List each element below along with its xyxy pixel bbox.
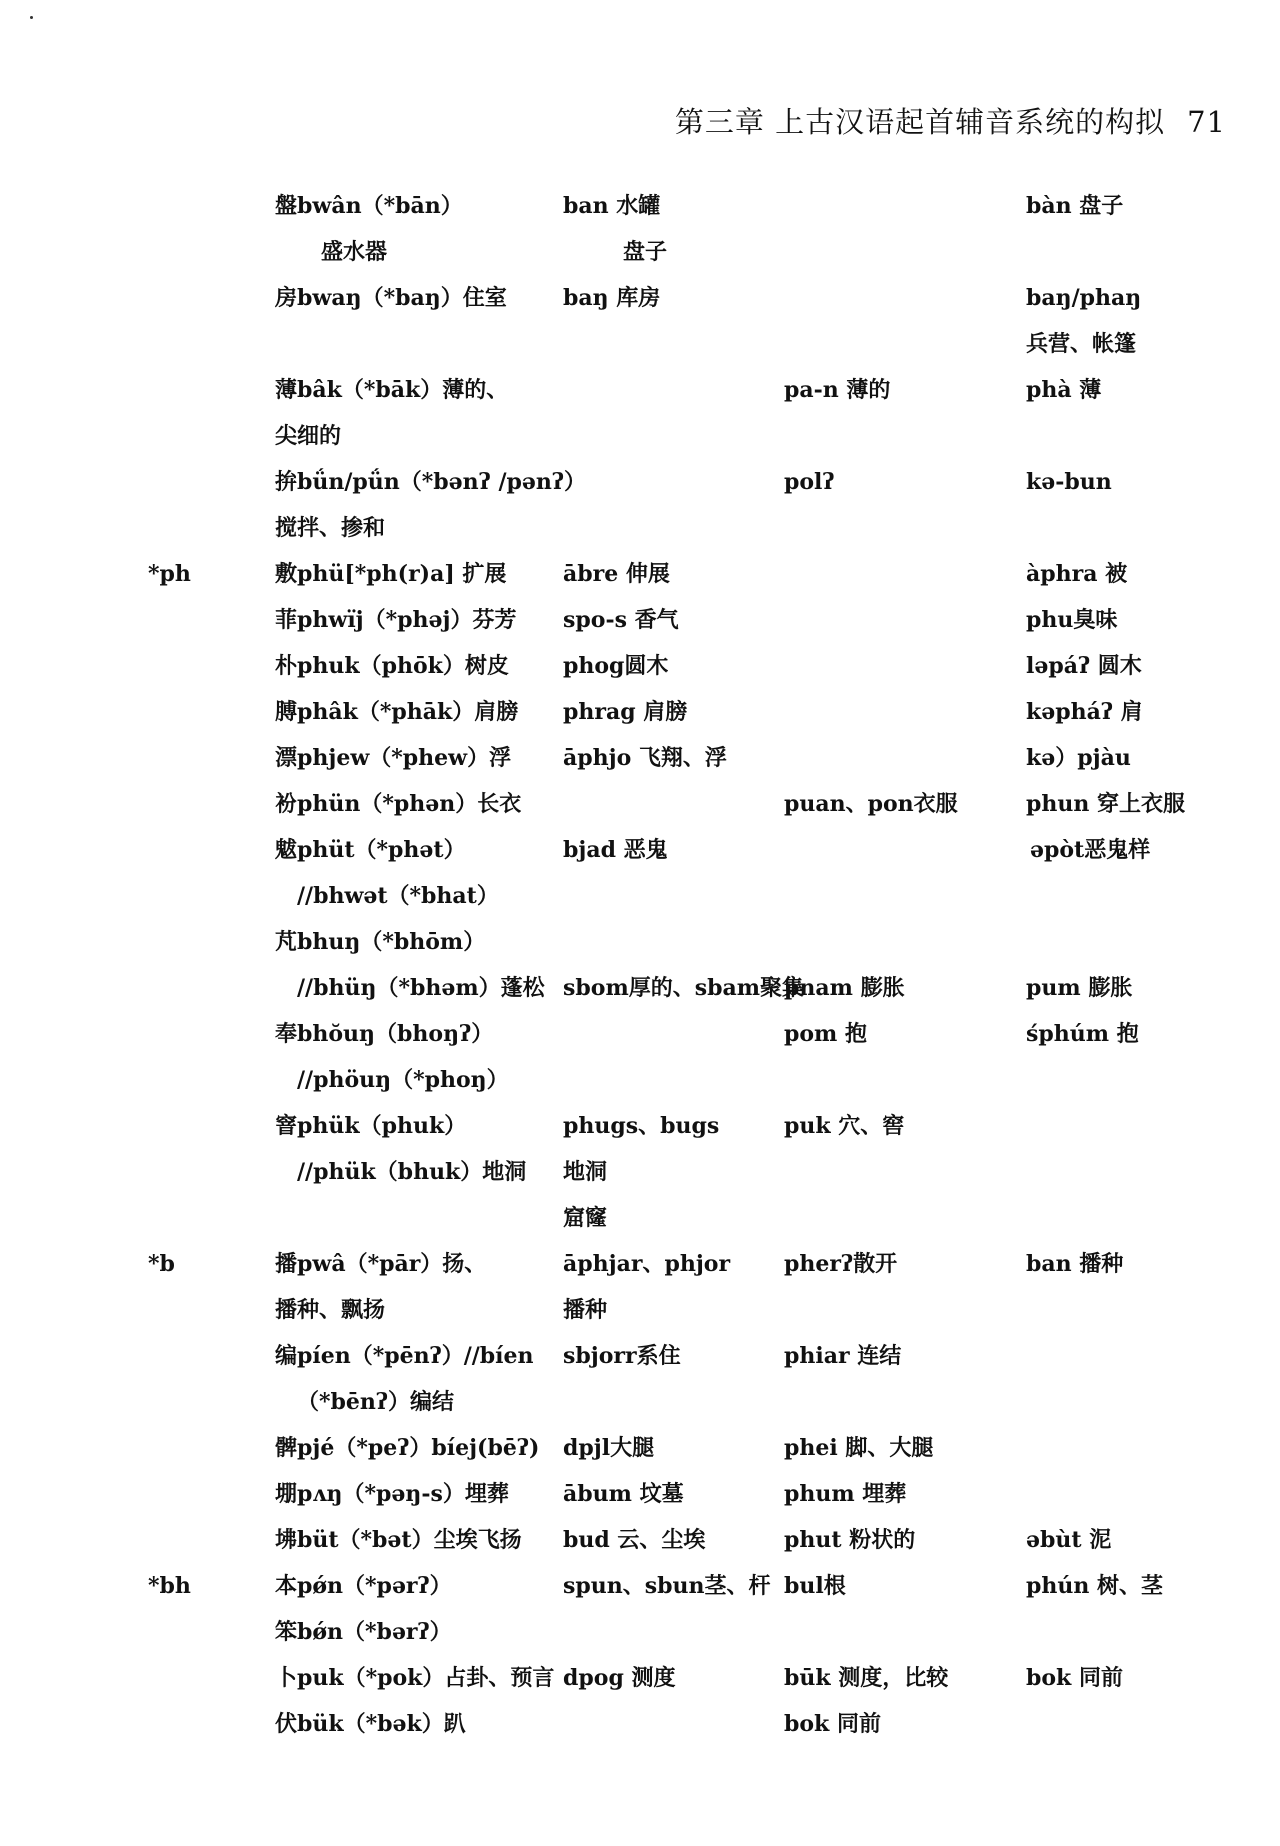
table-row [0,1241,1280,1287]
cell-chinese: 房bwaŋ（*baŋ）住室 [275,285,507,311]
cell-chinese: 本pǿn（*pərʔ） [275,1573,452,1599]
cell-tibetan: bjad 恶鬼 [563,837,668,863]
table-row [0,551,1280,597]
cell-tibetan: dpjl大腿 [563,1435,655,1461]
cell-chinese: 朴phuk（phōk）树皮 [275,653,509,679]
cell-chinese: //bhwət（*bhat） [297,883,499,909]
cell-chinese: 薄bâk（*bāk）薄的、 [275,377,509,403]
cell-other: ban 播种 [1026,1251,1124,1277]
table-row [0,781,1280,827]
table-row [0,597,1280,643]
cell-burmese: pa-n 薄的 [784,377,891,403]
table-row [0,827,1280,873]
cell-chinese: 坲büt（*bət）尘埃飞扬 [275,1527,522,1553]
cell-tibetan: bud 云、尘埃 [563,1527,706,1553]
cell-initial: *b [148,1251,175,1277]
table-row [0,1425,1280,1471]
cell-chinese: 搅拌、掺和 [275,515,386,541]
table-row [0,459,1280,505]
cell-other: ləpáʔ 圆木 [1026,653,1142,679]
table-row [0,321,1280,367]
table-row [0,689,1280,735]
cell-chinese: 笨bǿn（*bərʔ） [275,1619,452,1645]
cell-burmese: puk 穴、窖 [784,1113,905,1139]
page-number: 71 [1187,105,1226,139]
table-row [0,1195,1280,1241]
cell-other: 兵营、帐篷 [1026,331,1137,357]
table-row [0,413,1280,459]
cell-other: phu臭味 [1026,607,1118,633]
cell-tibetan: baŋ 库房 [563,285,661,311]
cell-tibetan: ābum 坟墓 [563,1481,684,1507]
cell-chinese: //bhüŋ（*bhəm）蓬松 [297,975,545,1001]
cell-tibetan: 窟窿 [563,1205,608,1231]
cell-chinese: （*bēnʔ）编结 [297,1389,454,1415]
chapter-title: 第三章 上古汉语起首辅音系统的构拟 [674,105,1166,139]
cell-chinese: //phöuŋ（*phoŋ） [297,1067,509,1093]
cell-tibetan: āphjar、phjor [563,1251,731,1277]
cell-other: bàn 盘子 [1026,193,1124,219]
cell-chinese: 窨phük（phuk） [275,1113,467,1139]
cell-chinese: 编píen（*pēnʔ）//bíen [275,1343,534,1369]
cell-burmese: phei 脚、大腿 [784,1435,934,1461]
cell-other: əpòt恶鬼样 [1030,837,1151,863]
table-row [0,1011,1280,1057]
running-header [675,100,1226,141]
table-row [0,1103,1280,1149]
cell-chinese: 敷phü[*ph(r)a] 扩展 [275,561,507,587]
table-row [0,1057,1280,1103]
cell-chinese: 伏bük（*bək）趴 [275,1711,466,1737]
table-row [0,643,1280,689]
cell-chinese: 漂phjew（*phew）浮 [275,745,512,771]
cell-burmese: būk 测度，比较 [784,1665,949,1691]
cell-other: phà 薄 [1026,377,1102,403]
cell-chinese: 衯phün（*phən）长衣 [275,791,522,817]
cell-tibetan: 播种 [563,1297,608,1323]
cell-tibetan: ban 水罐 [563,193,661,219]
table-row [0,1517,1280,1563]
table-row [0,183,1280,229]
cell-chinese: 堋pʌŋ（*pəŋ-s）埋葬 [275,1481,509,1507]
table-row [0,1287,1280,1333]
cell-chinese: 拚bǘn/pǘn（*bənʔ /pənʔ） [275,469,586,495]
cell-chinese: 菲phwïj（*phəj）芬芳 [275,607,517,633]
cell-other: kəpháʔ 肩 [1026,699,1143,725]
table-row [0,735,1280,781]
cell-chinese: 魃phüt（*phət） [275,837,466,863]
cell-burmese: phiar 连结 [784,1343,902,1369]
cell-burmese: puan、pon衣服 [784,791,958,817]
cell-other: bok 同前 [1026,1665,1123,1691]
cell-burmese: pnam 膨胀 [784,975,905,1001]
cell-chinese: 膊phâk（*phāk）肩膀 [275,699,519,725]
cell-chinese: 盛水器 [321,239,388,265]
cell-chinese: 盤bwân（*bān） [275,193,463,219]
cell-other: śphúm 抱 [1026,1021,1139,1047]
cell-other: phún 树、茎 [1026,1573,1164,1599]
cell-burmese: polʔ [784,469,835,495]
cell-burmese: bul根 [784,1573,846,1599]
cell-tibetan: 地洞 [563,1159,608,1185]
table-row [0,1333,1280,1379]
cell-chinese: 奉bhŏuŋ（bhoŋʔ） [275,1021,494,1047]
cell-initial: *ph [148,561,191,587]
cell-other: kə-bun [1026,469,1112,495]
table-row [0,1563,1280,1609]
cell-other: əbùt 泥 [1026,1527,1112,1553]
cell-chinese: 播pwâ（*pār）扬、 [275,1251,487,1277]
cell-chinese: 卜puk（*pok）占卦、预言 [275,1665,555,1691]
table-row [0,1701,1280,1747]
cell-other: baŋ/phaŋ [1026,285,1142,311]
cell-burmese: phum 埋葬 [784,1481,907,1507]
cell-burmese: pherʔ散开 [784,1251,898,1277]
comparison-table [0,183,1280,1747]
cell-other: àphra 被 [1026,561,1128,587]
cell-tibetan: phog圆木 [563,653,669,679]
cell-burmese: phut 粉状的 [784,1527,916,1553]
cell-tibetan: phrag 肩膀 [563,699,688,725]
table-row [0,1609,1280,1655]
cell-tibetan: spo-s 香气 [563,607,679,633]
table-row [0,367,1280,413]
table-row [0,919,1280,965]
cell-tibetan: āphjo 飞翔、浮 [563,745,727,771]
cell-tibetan: 盘子 [623,239,668,265]
cell-other: phun 穿上衣服 [1026,791,1186,817]
cell-other: pum 膨胀 [1026,975,1133,1001]
cell-chinese: 芃bhuŋ（*bhōm） [275,929,486,955]
cell-tibetan: spun、sbun茎、杆 [563,1573,771,1599]
table-row [0,1471,1280,1517]
cell-tibetan: ābre 伸展 [563,561,670,587]
cell-chinese: 髀pjé（*peʔ）bíej(bēʔ) [275,1435,540,1461]
table-row [0,1149,1280,1195]
cell-burmese: bok 同前 [784,1711,881,1737]
table-row [0,965,1280,1011]
scan-artifact-dot [30,16,33,19]
table-row [0,275,1280,321]
table-row [0,1379,1280,1425]
cell-other: kə）pjàu [1026,745,1131,771]
cell-tibetan: phugs、bugs [563,1113,720,1139]
cell-burmese: pom 抱 [784,1021,867,1047]
table-row [0,229,1280,275]
table-row [0,873,1280,919]
table-row [0,1655,1280,1701]
cell-chinese: 播种、飘扬 [275,1297,386,1323]
cell-chinese: //phük（bhuk）地洞 [297,1159,527,1185]
cell-initial: *bh [148,1573,191,1599]
cell-chinese: 尖细的 [275,423,342,449]
table-row [0,505,1280,551]
cell-tibetan: sbjorr系住 [563,1343,681,1369]
cell-tibetan: sbom厚的、sbam聚集 [563,975,805,1001]
cell-tibetan: dpog 测度 [563,1665,676,1691]
